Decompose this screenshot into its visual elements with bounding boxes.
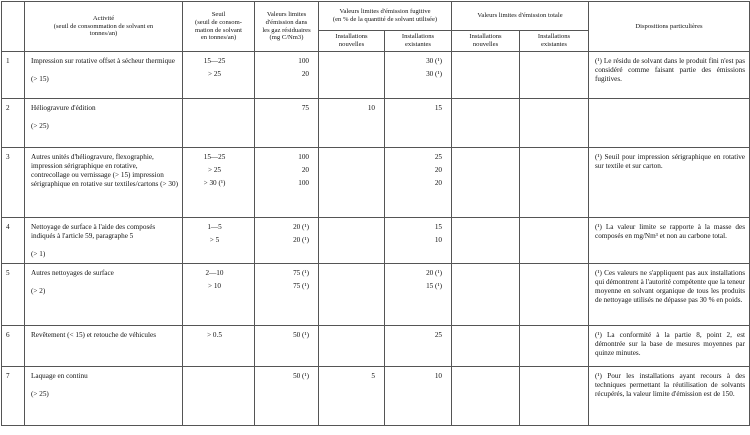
table-row: [2, 52, 750, 99]
seuil-cell-value: 2—10: [205, 269, 224, 277]
activite-threshold: (> 25): [31, 122, 49, 130]
gaz-cell-value: 20 (¹): [293, 236, 309, 244]
gaz-cell-value: 20 (¹): [293, 223, 309, 231]
activite-cell: [25, 148, 183, 218]
fug-nouvelles-cell: [319, 326, 385, 367]
fug-existantes-cell-value: 15: [434, 223, 442, 231]
dispositions-cell: (¹) La conformité à la partie 8, point 2, est démontrée sur la base de mesures moyennes par quinze minutes.: [589, 326, 750, 367]
gaz-cell: [255, 52, 319, 99]
tot-nouvelles-cell: [452, 52, 520, 99]
seuil-cell-value: [183, 372, 246, 385]
activite-cell: [25, 326, 183, 367]
dispositions-cell: [589, 99, 750, 148]
fug-existantes-cell: [385, 148, 452, 218]
header-vle-totale: Valeurs limites d'émission totale: [452, 2, 589, 31]
activite-cell: [25, 367, 183, 426]
table-row: [2, 367, 750, 426]
seuil-cell: [183, 99, 255, 148]
seuil-cell-value: 1—5: [207, 223, 222, 231]
activite-cell: [25, 264, 183, 326]
dispositions-cell: (¹) Ces valeurs ne s'appliquent pas aux installations qui démontrent à l'autorité compétente que la teneur moyenne en solvant organique de tous les produits de nettoyage utilisés ne dépasse pas 30 % en poids.: [589, 264, 750, 326]
row-number: 6: [2, 326, 25, 367]
gaz-cell: [255, 264, 319, 326]
row-number: 4: [2, 218, 25, 264]
fug-nouvelles-cell-value: [319, 179, 375, 192]
gaz-cell: [255, 326, 319, 367]
tot-existantes-cell: [520, 326, 589, 367]
gaz-cell-value: 50 (¹): [293, 331, 309, 339]
gaz-cell-value: 75 (¹): [293, 282, 309, 290]
activite-threshold: (> 2): [31, 287, 46, 295]
row-number: 5: [2, 264, 25, 326]
fug-existantes-cell: [385, 99, 452, 148]
gaz-cell: [255, 99, 319, 148]
fug-nouvelles-cell-value: [319, 70, 375, 83]
seuil-cell-value: 15—25: [203, 57, 226, 65]
activite-cell: [25, 99, 183, 148]
fug-nouvelles-cell: [319, 218, 385, 264]
gaz-cell-value: 20: [301, 70, 309, 78]
activite-threshold: (> 25): [31, 390, 49, 398]
header-fug-nouvelles: Installations nouvelles: [319, 31, 385, 52]
fug-nouvelles-cell-value: 10: [367, 104, 375, 112]
gaz-cell-value: 100: [298, 57, 309, 65]
tot-nouvelles-cell: [452, 99, 520, 148]
seuil-cell-value: 15—25: [203, 153, 226, 161]
table-row: [2, 264, 750, 326]
fug-existantes-cell-value: 20: [434, 179, 442, 187]
header-vle-fugitive: Valeurs limites d'émission fugitive (en % de la quantité de solvant utilisée): [319, 2, 452, 31]
table-row: [2, 99, 750, 148]
header-num: [2, 2, 25, 52]
activite-threshold: (> 1): [31, 250, 46, 258]
gaz-cell-value: 75: [301, 104, 309, 112]
fug-nouvelles-cell-value: [319, 269, 375, 282]
activite-label: Héliogravure d'édition: [31, 104, 96, 112]
header-seuil: Seuil (seuil de consom- mation de solvant en tonnes/an): [183, 2, 255, 52]
table-row: [2, 326, 750, 367]
activite-label: Autres nettoyages de surface: [31, 269, 114, 277]
fug-nouvelles-cell-value: [319, 331, 375, 344]
gaz-cell-value: 20: [301, 166, 309, 174]
gaz-cell: [255, 367, 319, 426]
tot-nouvelles-cell: [452, 148, 520, 218]
activite-label: Impression sur rotative offset à sécheur thermique: [31, 57, 175, 65]
fug-nouvelles-cell-value: [319, 57, 375, 70]
seuil-cell-value: > 25: [207, 166, 222, 174]
header-vle-gaz: Valeurs limites d'émission dans les gaz résiduaires (mg C/Nm3): [255, 2, 319, 52]
tot-nouvelles-cell: [452, 367, 520, 426]
dispositions-cell: (¹) Le résidu de solvant dans le produit fini n'est pas considéré comme faisant partie des émissions fugitives.: [589, 52, 750, 99]
tot-nouvelles-cell: [452, 264, 520, 326]
activite-cell: [25, 52, 183, 99]
dispositions-cell: (¹) La valeur limite se rapporte à la masse des composés en mg/Nm³ et non au carbone total.: [589, 218, 750, 264]
fug-existantes-cell-value: 20 (¹): [426, 269, 442, 277]
seuil-cell-value: > 30 (¹): [203, 179, 226, 187]
fug-nouvelles-cell-value: [319, 223, 375, 236]
fug-existantes-cell-value: 15: [434, 104, 442, 112]
fug-existantes-cell: [385, 52, 452, 99]
fug-nouvelles-cell-value: [319, 166, 375, 179]
dispositions-cell: (¹) Seuil pour impression sérigraphique en rotative sur textile et sur carton.: [589, 148, 750, 218]
fug-nouvelles-cell: [319, 264, 385, 326]
seuil-cell-value: > 25: [207, 70, 222, 78]
activite-label: Revêtement (< 15) et retouche de véhicules: [31, 331, 156, 339]
seuil-cell-value: > 5: [209, 236, 220, 244]
tot-existantes-cell: [520, 218, 589, 264]
seuil-cell: [183, 264, 255, 326]
seuil-cell-value: [183, 104, 246, 117]
fug-existantes-cell: [385, 218, 452, 264]
header-activite: Activité (seuil de consommation de solvant en tonnes/an): [25, 2, 183, 52]
table-row: [2, 218, 750, 264]
dispositions-cell: (¹) Pour les installations ayant recours à des techniques permettant la réutilisation de solvants récupérés, la valeur limite d'émission est de 150.: [589, 367, 750, 426]
fug-existantes-cell: [385, 264, 452, 326]
emission-limits-table: [1, 1, 750, 426]
fug-nouvelles-cell: [319, 367, 385, 426]
fug-existantes-cell: [385, 326, 452, 367]
fug-existantes-cell: [385, 367, 452, 426]
header-dispositions: Dispositions particulières: [589, 2, 750, 52]
activite-threshold: (> 15): [31, 75, 49, 83]
fug-nouvelles-cell-value: [319, 236, 375, 249]
gaz-cell-value: 75 (¹): [293, 269, 309, 277]
activite-label: Laquage en continu: [31, 372, 88, 380]
seuil-cell: [183, 218, 255, 264]
tot-existantes-cell: [520, 99, 589, 148]
tot-nouvelles-cell: [452, 218, 520, 264]
gaz-cell-value: 100: [298, 179, 309, 187]
fug-existantes-cell-value: 10: [434, 372, 442, 380]
fug-existantes-cell-value: 30 (¹): [426, 57, 442, 65]
fug-existantes-cell-value: 25: [434, 153, 442, 161]
fug-existantes-cell-value: 10: [434, 236, 442, 244]
fug-existantes-cell-value: 15 (¹): [426, 282, 442, 290]
tot-existantes-cell: [520, 148, 589, 218]
tot-nouvelles-cell: [452, 326, 520, 367]
activite-cell: [25, 218, 183, 264]
fug-existantes-cell-value: 25: [434, 331, 442, 339]
table-row: [2, 148, 750, 218]
gaz-cell: [255, 148, 319, 218]
fug-nouvelles-cell: [319, 52, 385, 99]
seuil-cell: [183, 326, 255, 367]
seuil-cell: [183, 367, 255, 426]
fug-nouvelles-cell: [319, 99, 385, 148]
gaz-cell-value: 50 (¹): [293, 372, 309, 380]
activite-label: Autres unités d'héliogravure, flexographie, impression sérigraphique en rotative, contrecollage ou vernissage (> 15) impression sérigraphique en rotative sur textiles/cartons (> 30): [31, 153, 178, 188]
seuil-cell-value: > 0.5: [207, 331, 222, 339]
gaz-cell-value: 100: [298, 153, 309, 161]
fug-nouvelles-cell-value: [319, 282, 375, 295]
activite-label: Nettoyage de surface à l'aide des composés indiqués à l'article 59, paragraphe 5: [31, 223, 156, 240]
fug-nouvelles-cell: [319, 148, 385, 218]
row-number: 3: [2, 148, 25, 218]
row-number: 7: [2, 367, 25, 426]
tot-existantes-cell: [520, 52, 589, 99]
seuil-cell: [183, 52, 255, 99]
row-number: 2: [2, 99, 25, 148]
fug-existantes-cell-value: 20: [434, 166, 442, 174]
tot-existantes-cell: [520, 367, 589, 426]
gaz-cell: [255, 218, 319, 264]
header-tot-existantes: Installations existantes: [520, 31, 589, 52]
row-number: 1: [2, 52, 25, 99]
header-tot-nouvelles: Installations nouvelles: [452, 31, 520, 52]
seuil-cell-value: > 10: [207, 282, 222, 290]
header-fug-existantes: Installations existantes: [385, 31, 452, 52]
fug-nouvelles-cell-value: [319, 153, 375, 166]
tot-existantes-cell: [520, 264, 589, 326]
fug-existantes-cell-value: 30 (¹): [426, 70, 442, 78]
fug-nouvelles-cell-value: 5: [371, 372, 375, 380]
seuil-cell: [183, 148, 255, 218]
